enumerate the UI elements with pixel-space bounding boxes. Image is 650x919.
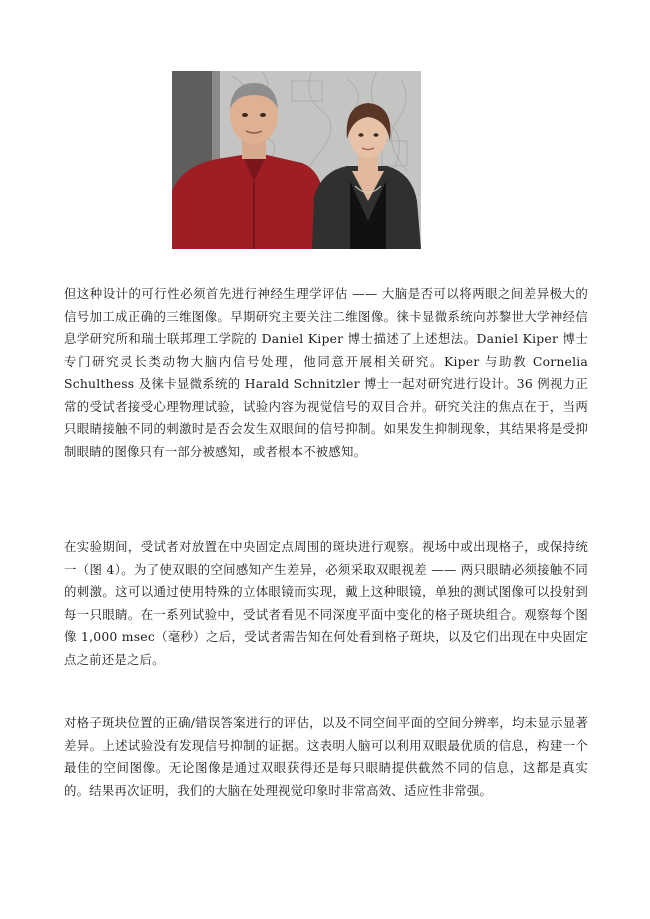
paragraph-3: 对格子斑块位置的正确/错误答案进行的评估，以及不同空间平面的空间分辨率，均未显示显著差异。上述试验没有发现信号抑制的证据。这表明人脑可以利用双眼最优质的信息，构建一个最佳的空间图像。无论图像是通过双眼获得还是每只眼睛提供截然不同的信息，这都是真实的。结果再次证明，我们的大脑在处理视觉印象时非常高效、适应性非常强。 bbox=[64, 715, 588, 798]
portrait-photo bbox=[172, 71, 421, 249]
paragraph-2: 在实验期间，受试者对放置在中央固定点周围的斑块进行观察。视场中或出现格子，或保持统一（图 4）。为了使双眼的空间感知产生差异，必须采取双眼视差 —— 两只眼睛必须接触不同的刺激。这可以通过使用特殊的立体眼镜而实现，戴上这种眼镜，单独的测试图像可以投射到每一只眼睛。在一系列试验中，受试者看见不同深度平面中变化的格子斑块组合。观察每个图像 1,000 msec（毫秒）之后，受试者需告知在何处看到格子斑块，以及它们出现在中央固定点之前还是之后。 bbox=[64, 539, 588, 667]
paragraph-1: 但这种设计的可行性必须首先进行神经生理学评估 —— 大脑是否可以将两眼之间差异极大的信号加工成正确的三维图像。早期研究主要关注二维图像。徕卡显微系统向苏黎世大学神经信息学研究所和瑞士联邦理工学院的 Daniel Kiper 博士描述了上述想法。Daniel Kiper 博士专门研究灵长类动物大脑内信号处理，他同意开展相关研究。Kiper 与助教 Cornelia Schulthess 及徕卡显微系统的 Harald Schnitzler 博士一起对研究进行设计。36 例视力正常的受试者接受心理物理试验，试验内容为视觉信号的双目合并。研究关注的焦点在于，当两只眼睛接触不同的刺激时是否会发生双眼间的信号抑制。如果发生抑制现象，其结果将是受抑制眼睛的图像只有一部分被感知，或者根本不被感知。 bbox=[64, 286, 588, 459]
photo-illustration bbox=[172, 71, 421, 249]
